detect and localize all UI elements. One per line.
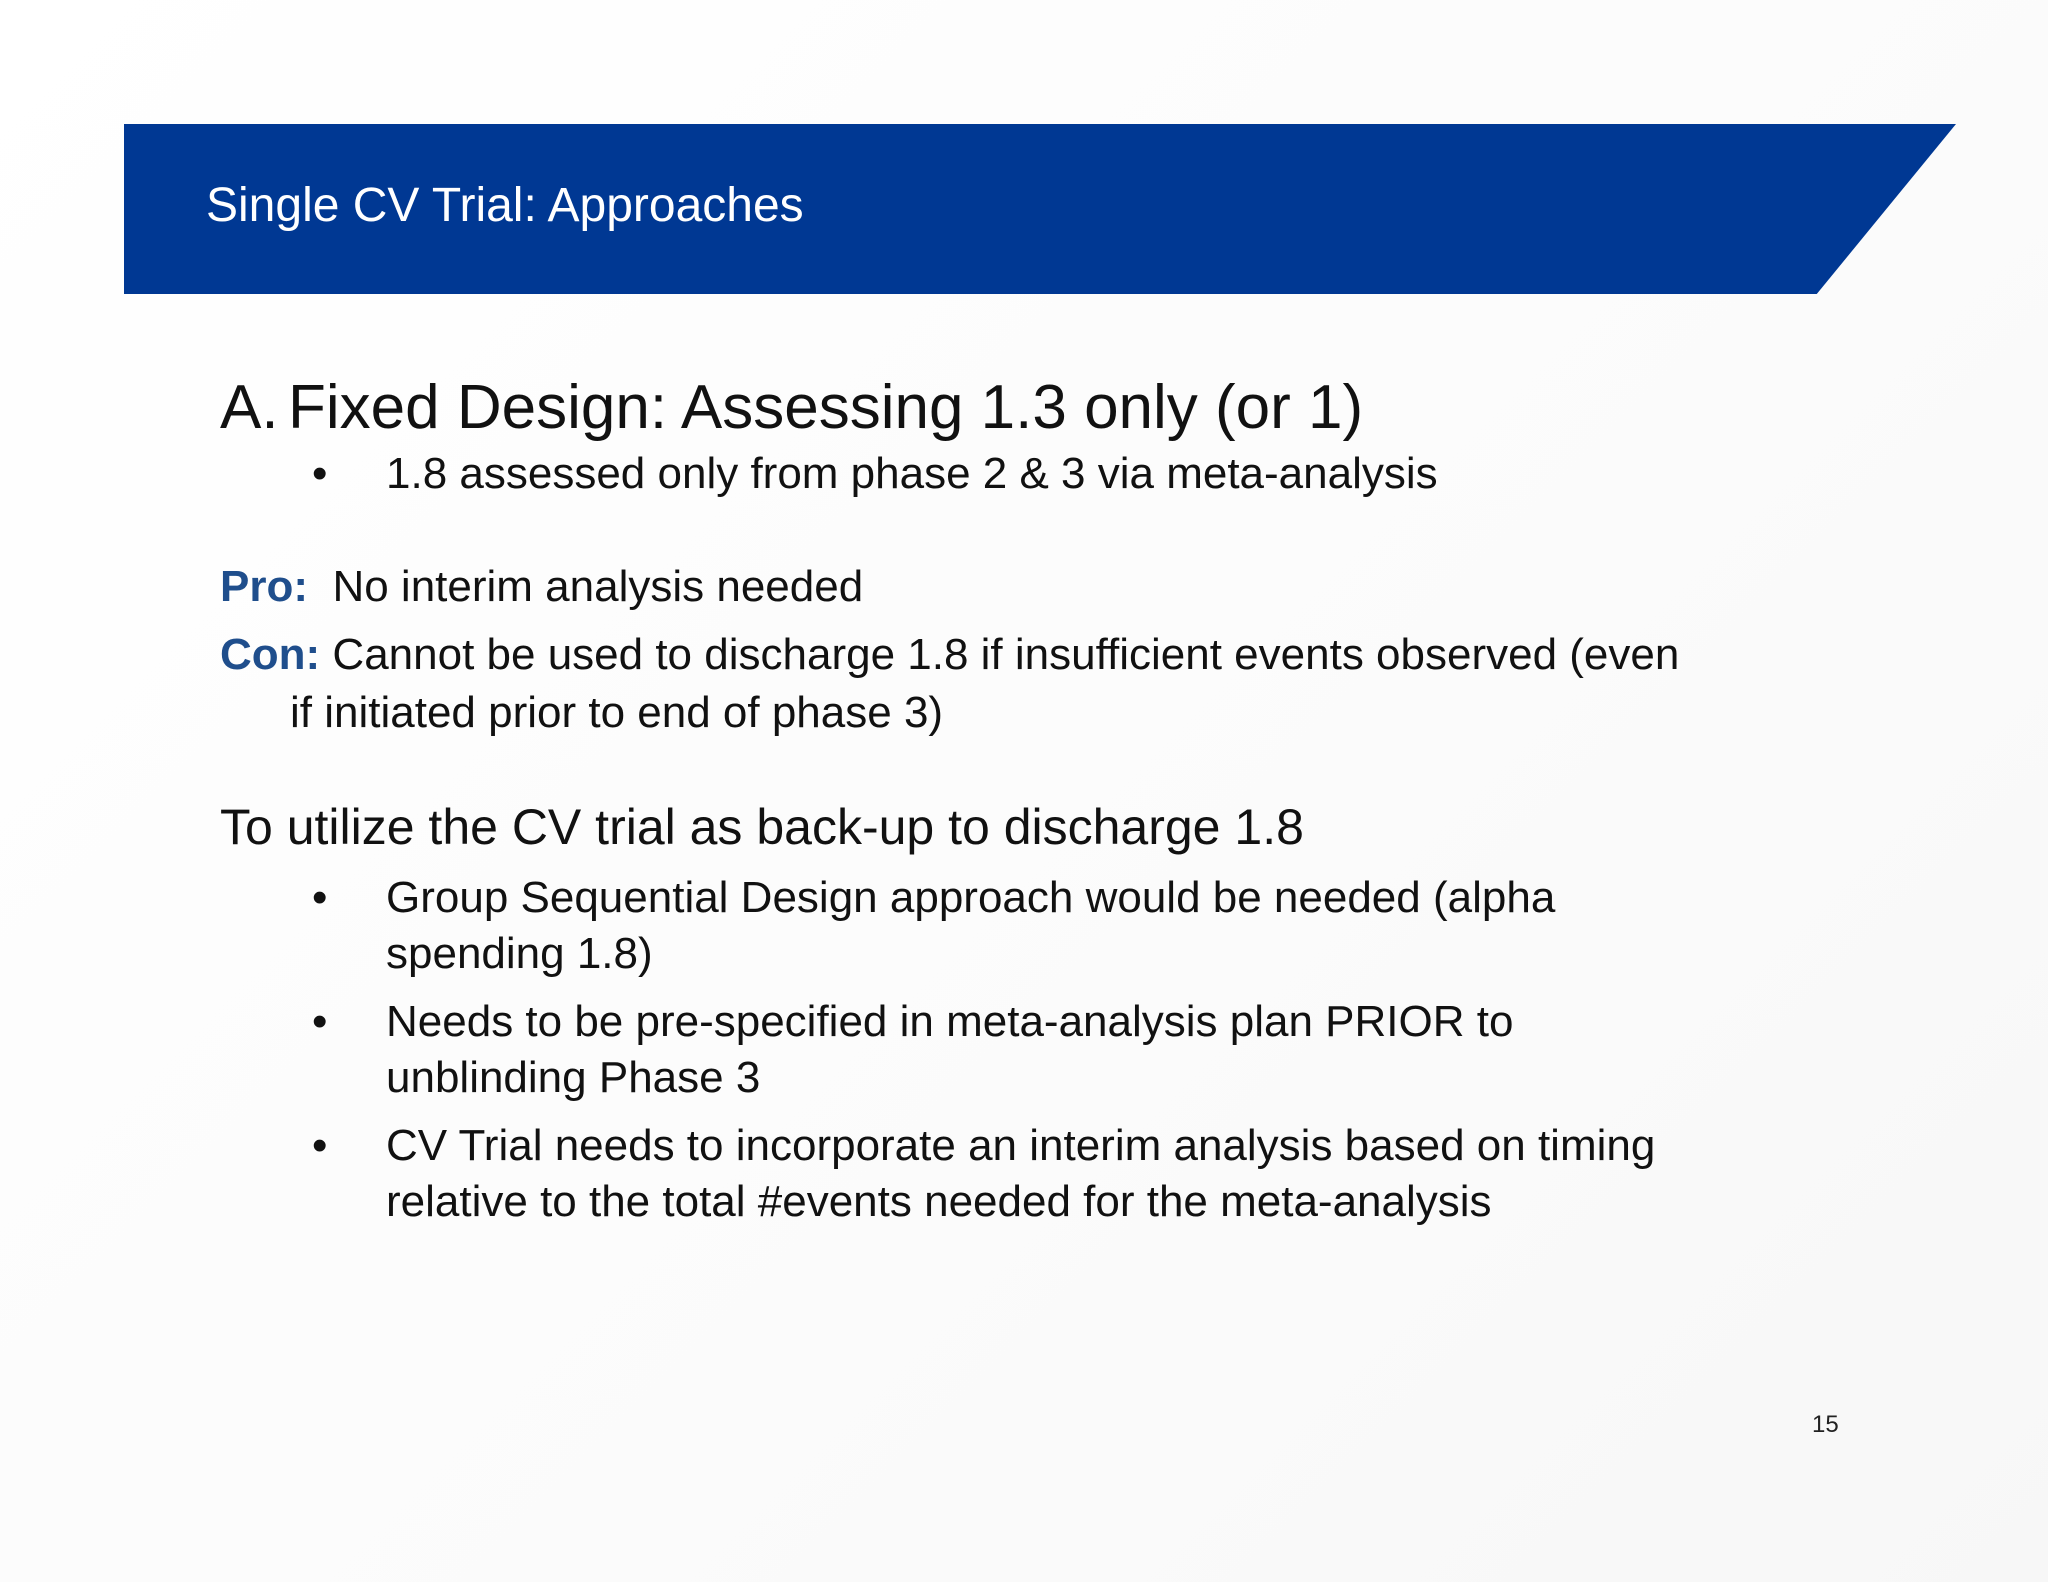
page-number: 15 [1812, 1411, 1839, 1438]
slide-title: Single CV Trial: Approaches [206, 179, 804, 232]
section-b-heading: To utilize the CV trial as back-up to discharge 1.8 [220, 799, 1304, 855]
pro-label: Pro: [220, 562, 308, 611]
section-a-heading-text: Fixed Design: Assessing 1.3 only (or 1) [288, 373, 1364, 442]
bullet-text: 1.8 assessed only from phase 2 & 3 via meta-analysis [386, 449, 1438, 498]
con-line [220, 626, 1800, 684]
con-text-line1: Cannot be used to discharge 1.8 if insufficient events observed (even [332, 630, 1680, 679]
con-label: Con: [220, 630, 321, 679]
bullet-marker: • [312, 873, 328, 922]
section-b-bullet [312, 994, 1912, 1110]
section-a-bullet [312, 446, 1912, 506]
pro-text: No interim analysis needed [332, 562, 864, 611]
section-a-heading [220, 372, 1363, 444]
section-b-bullet [312, 1118, 1912, 1234]
pro-line [220, 558, 1800, 616]
bullet-text-line1: Group Sequential Design approach would be needed (alpha [386, 873, 1556, 922]
section-b-bullet [312, 870, 1912, 986]
bullet-text-line1: CV Trial needs to incorporate an interim analysis based on timing [386, 1121, 1656, 1170]
bullet-text-line2: spending 1.8) [386, 929, 653, 978]
bullet-text-line2: relative to the total #events needed for the meta-analysis [386, 1177, 1492, 1226]
section-a-letter: A. [220, 373, 279, 442]
bullet-marker: • [312, 449, 328, 498]
bullet-text-line2: unblinding Phase 3 [386, 1053, 761, 1102]
bullet-marker: • [312, 1121, 328, 1170]
bullet-marker: • [312, 997, 328, 1046]
con-text-line2: if initiated prior to end of phase 3) [290, 688, 944, 737]
bullet-text-line1: Needs to be pre-specified in meta-analysis plan PRIOR to [386, 997, 1514, 1046]
